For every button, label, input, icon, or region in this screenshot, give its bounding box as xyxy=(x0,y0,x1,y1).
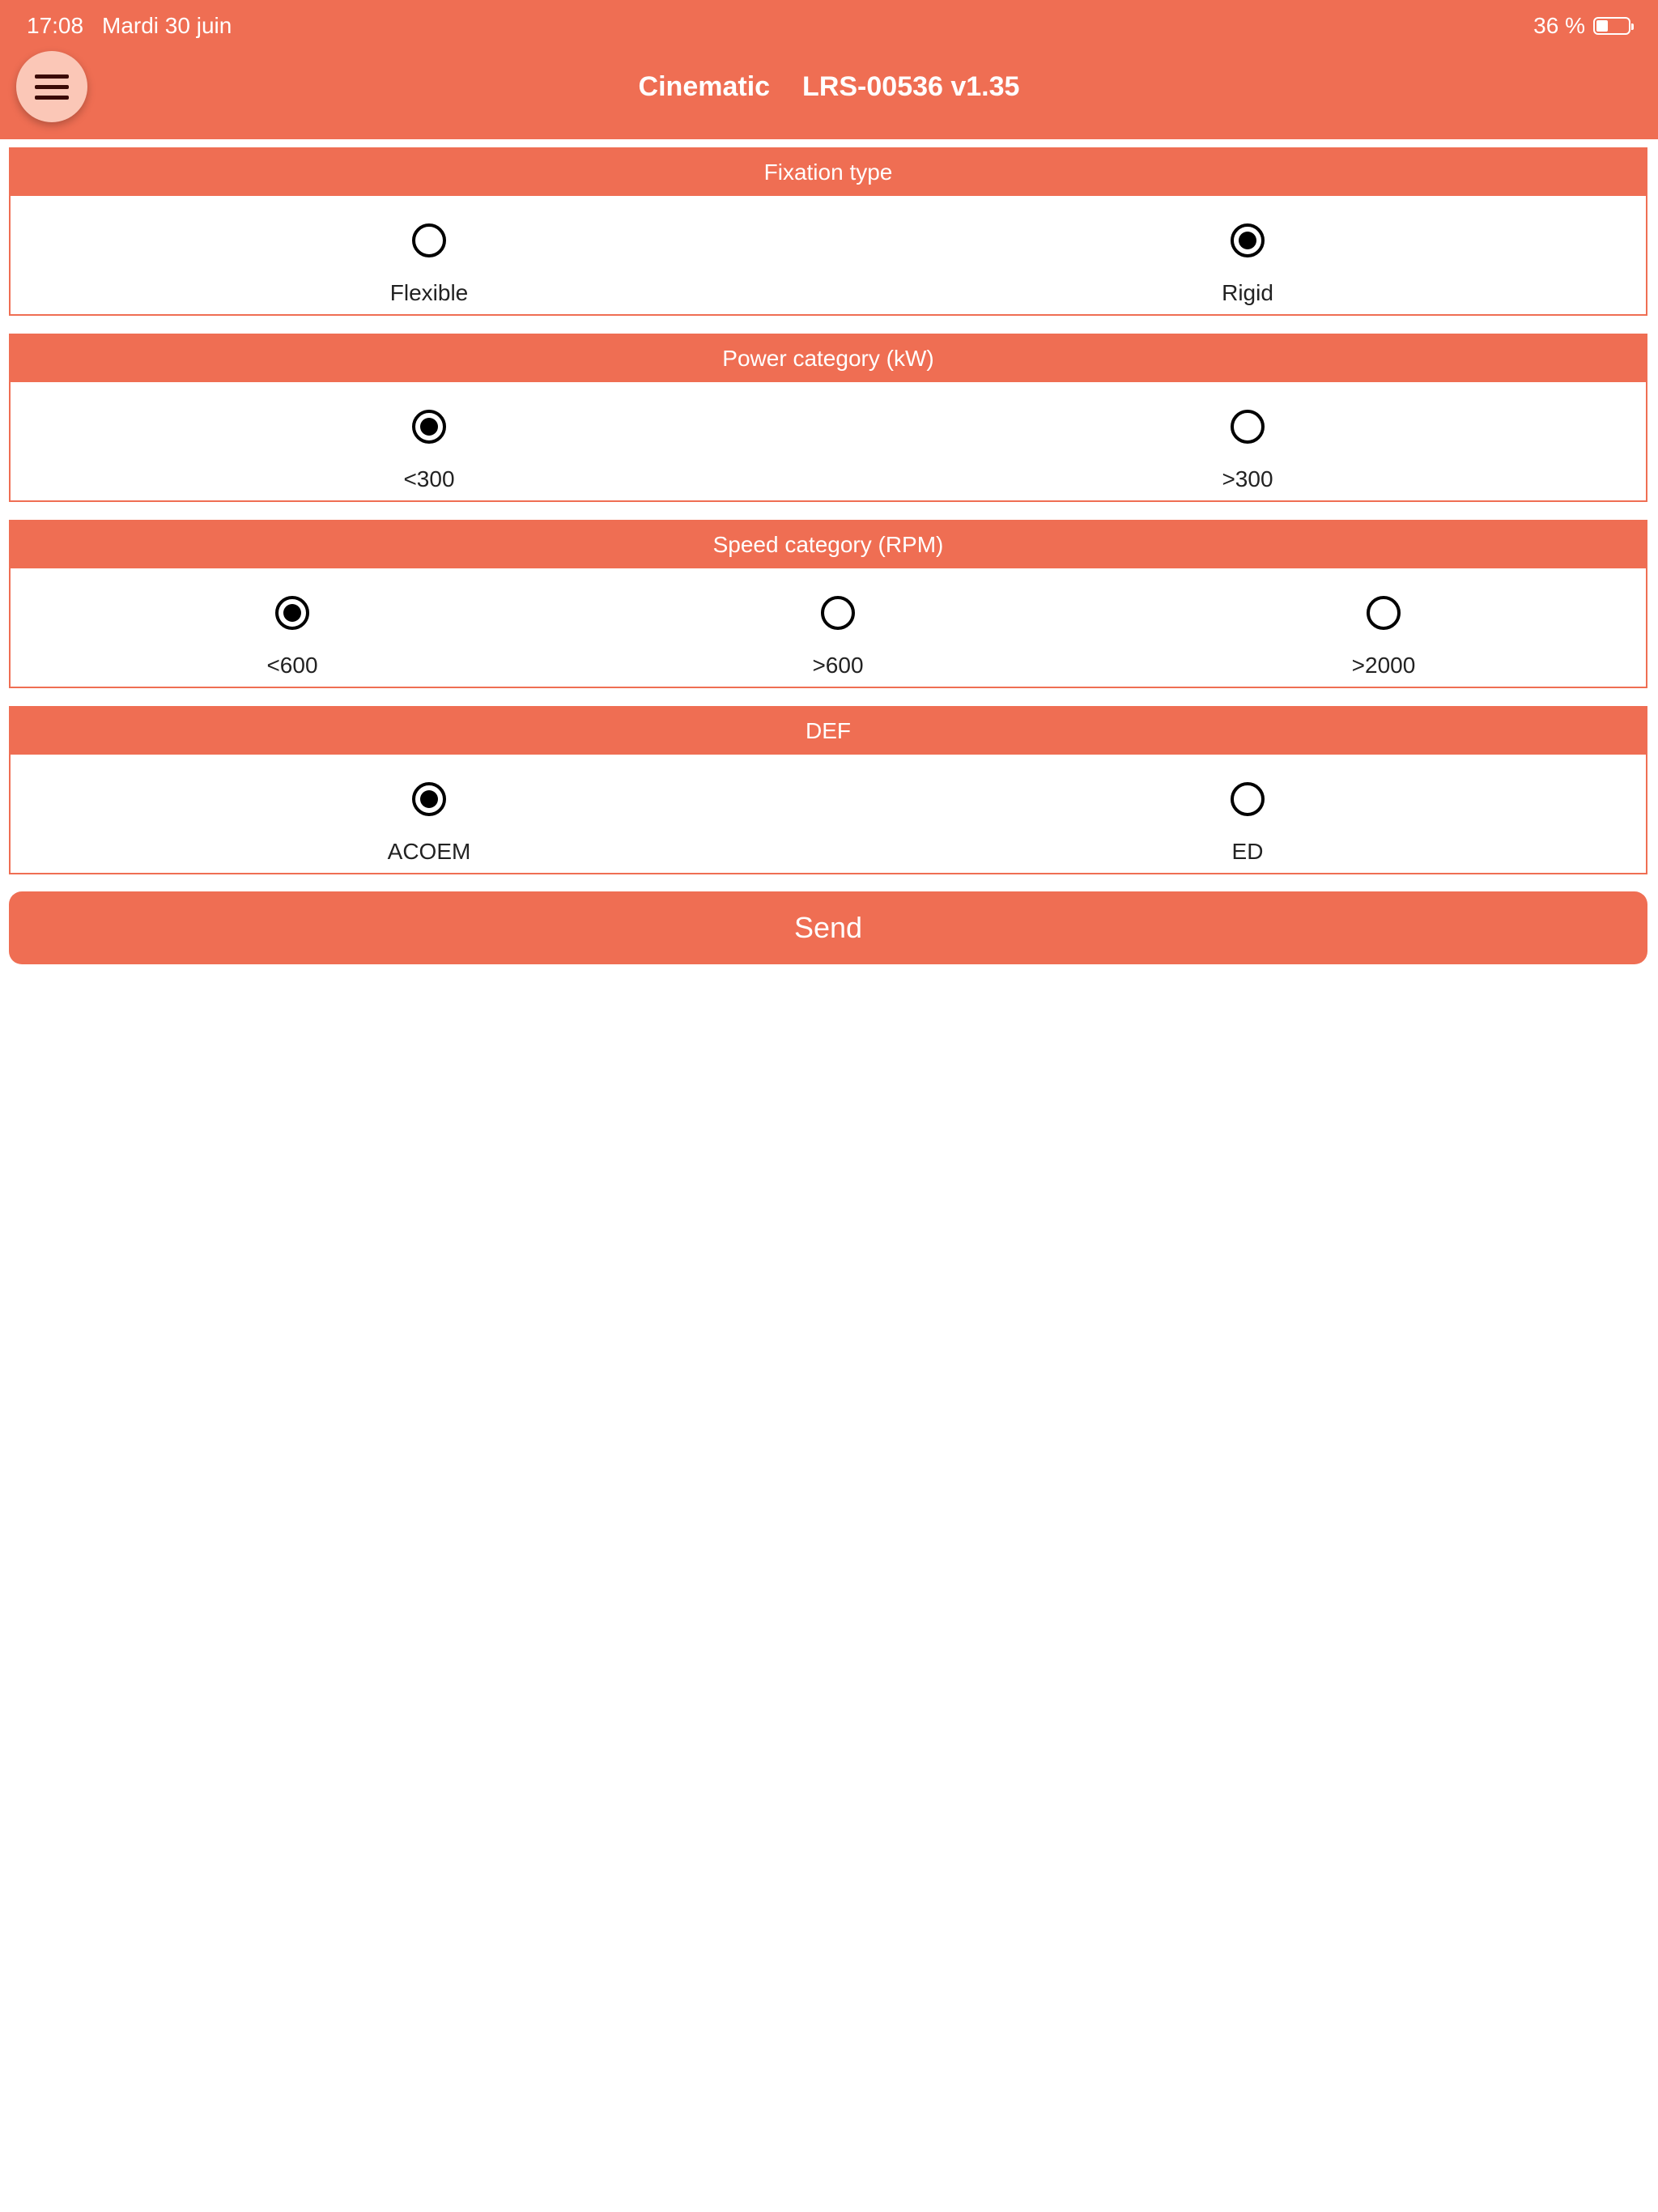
battery-tip xyxy=(1631,23,1634,30)
option-label: >2000 xyxy=(1351,653,1416,678)
section-speed-category xyxy=(9,520,1647,688)
send-button[interactable]: Send xyxy=(9,891,1647,964)
status-date: Mardi 30 juin xyxy=(102,13,232,38)
option-label: >300 xyxy=(1222,466,1273,491)
section-title: Power category (kW) xyxy=(11,335,1646,382)
radio-group-fixation-type xyxy=(11,196,1646,314)
option-ed[interactable] xyxy=(1167,755,1329,873)
radio-button[interactable] xyxy=(1231,410,1265,444)
radio-button[interactable] xyxy=(1231,223,1265,257)
section-def xyxy=(9,706,1647,874)
option-power-below-300[interactable] xyxy=(348,382,510,500)
option-label: ED xyxy=(1231,839,1264,864)
section-power-category xyxy=(9,334,1647,502)
radio-group-speed-category xyxy=(11,568,1646,687)
option-speed-above-600[interactable] xyxy=(757,568,919,687)
option-label: Rigid xyxy=(1222,280,1273,305)
option-label: >600 xyxy=(812,653,864,678)
battery-fill xyxy=(1596,20,1608,32)
battery-percent: 36 % xyxy=(1533,13,1585,38)
radio-button[interactable] xyxy=(275,596,309,630)
option-speed-above-2000[interactable] xyxy=(1303,568,1465,687)
option-speed-below-600[interactable] xyxy=(211,568,373,687)
radio-button[interactable] xyxy=(412,410,446,444)
option-label: <300 xyxy=(403,466,455,491)
radio-group-power-category xyxy=(11,382,1646,500)
header-bar xyxy=(0,0,1658,139)
section-fixation-type xyxy=(9,147,1647,316)
battery-indicator xyxy=(1533,11,1630,40)
radio-button[interactable] xyxy=(412,223,446,257)
radio-button[interactable] xyxy=(1231,782,1265,816)
status-time: 17:08 xyxy=(27,13,84,38)
option-acoem[interactable] xyxy=(348,755,510,873)
section-title: DEF xyxy=(11,708,1646,755)
radio-button[interactable] xyxy=(821,596,855,630)
option-rigid[interactable] xyxy=(1167,196,1329,314)
page-title xyxy=(0,66,1658,107)
battery-icon xyxy=(1593,17,1630,35)
app-version: LRS-00536 v1.35 xyxy=(802,71,1020,102)
option-label: <600 xyxy=(266,653,318,678)
option-label: ACOEM xyxy=(387,839,471,864)
radio-button[interactable] xyxy=(412,782,446,816)
app-name: Cinematic xyxy=(638,71,771,102)
radio-group-def xyxy=(11,755,1646,873)
radio-button[interactable] xyxy=(1367,596,1401,630)
section-title: Fixation type xyxy=(11,149,1646,196)
option-label: Flexible xyxy=(389,280,469,305)
option-flexible[interactable] xyxy=(348,196,510,314)
option-power-above-300[interactable] xyxy=(1167,382,1329,500)
section-title: Speed category (RPM) xyxy=(11,521,1646,568)
